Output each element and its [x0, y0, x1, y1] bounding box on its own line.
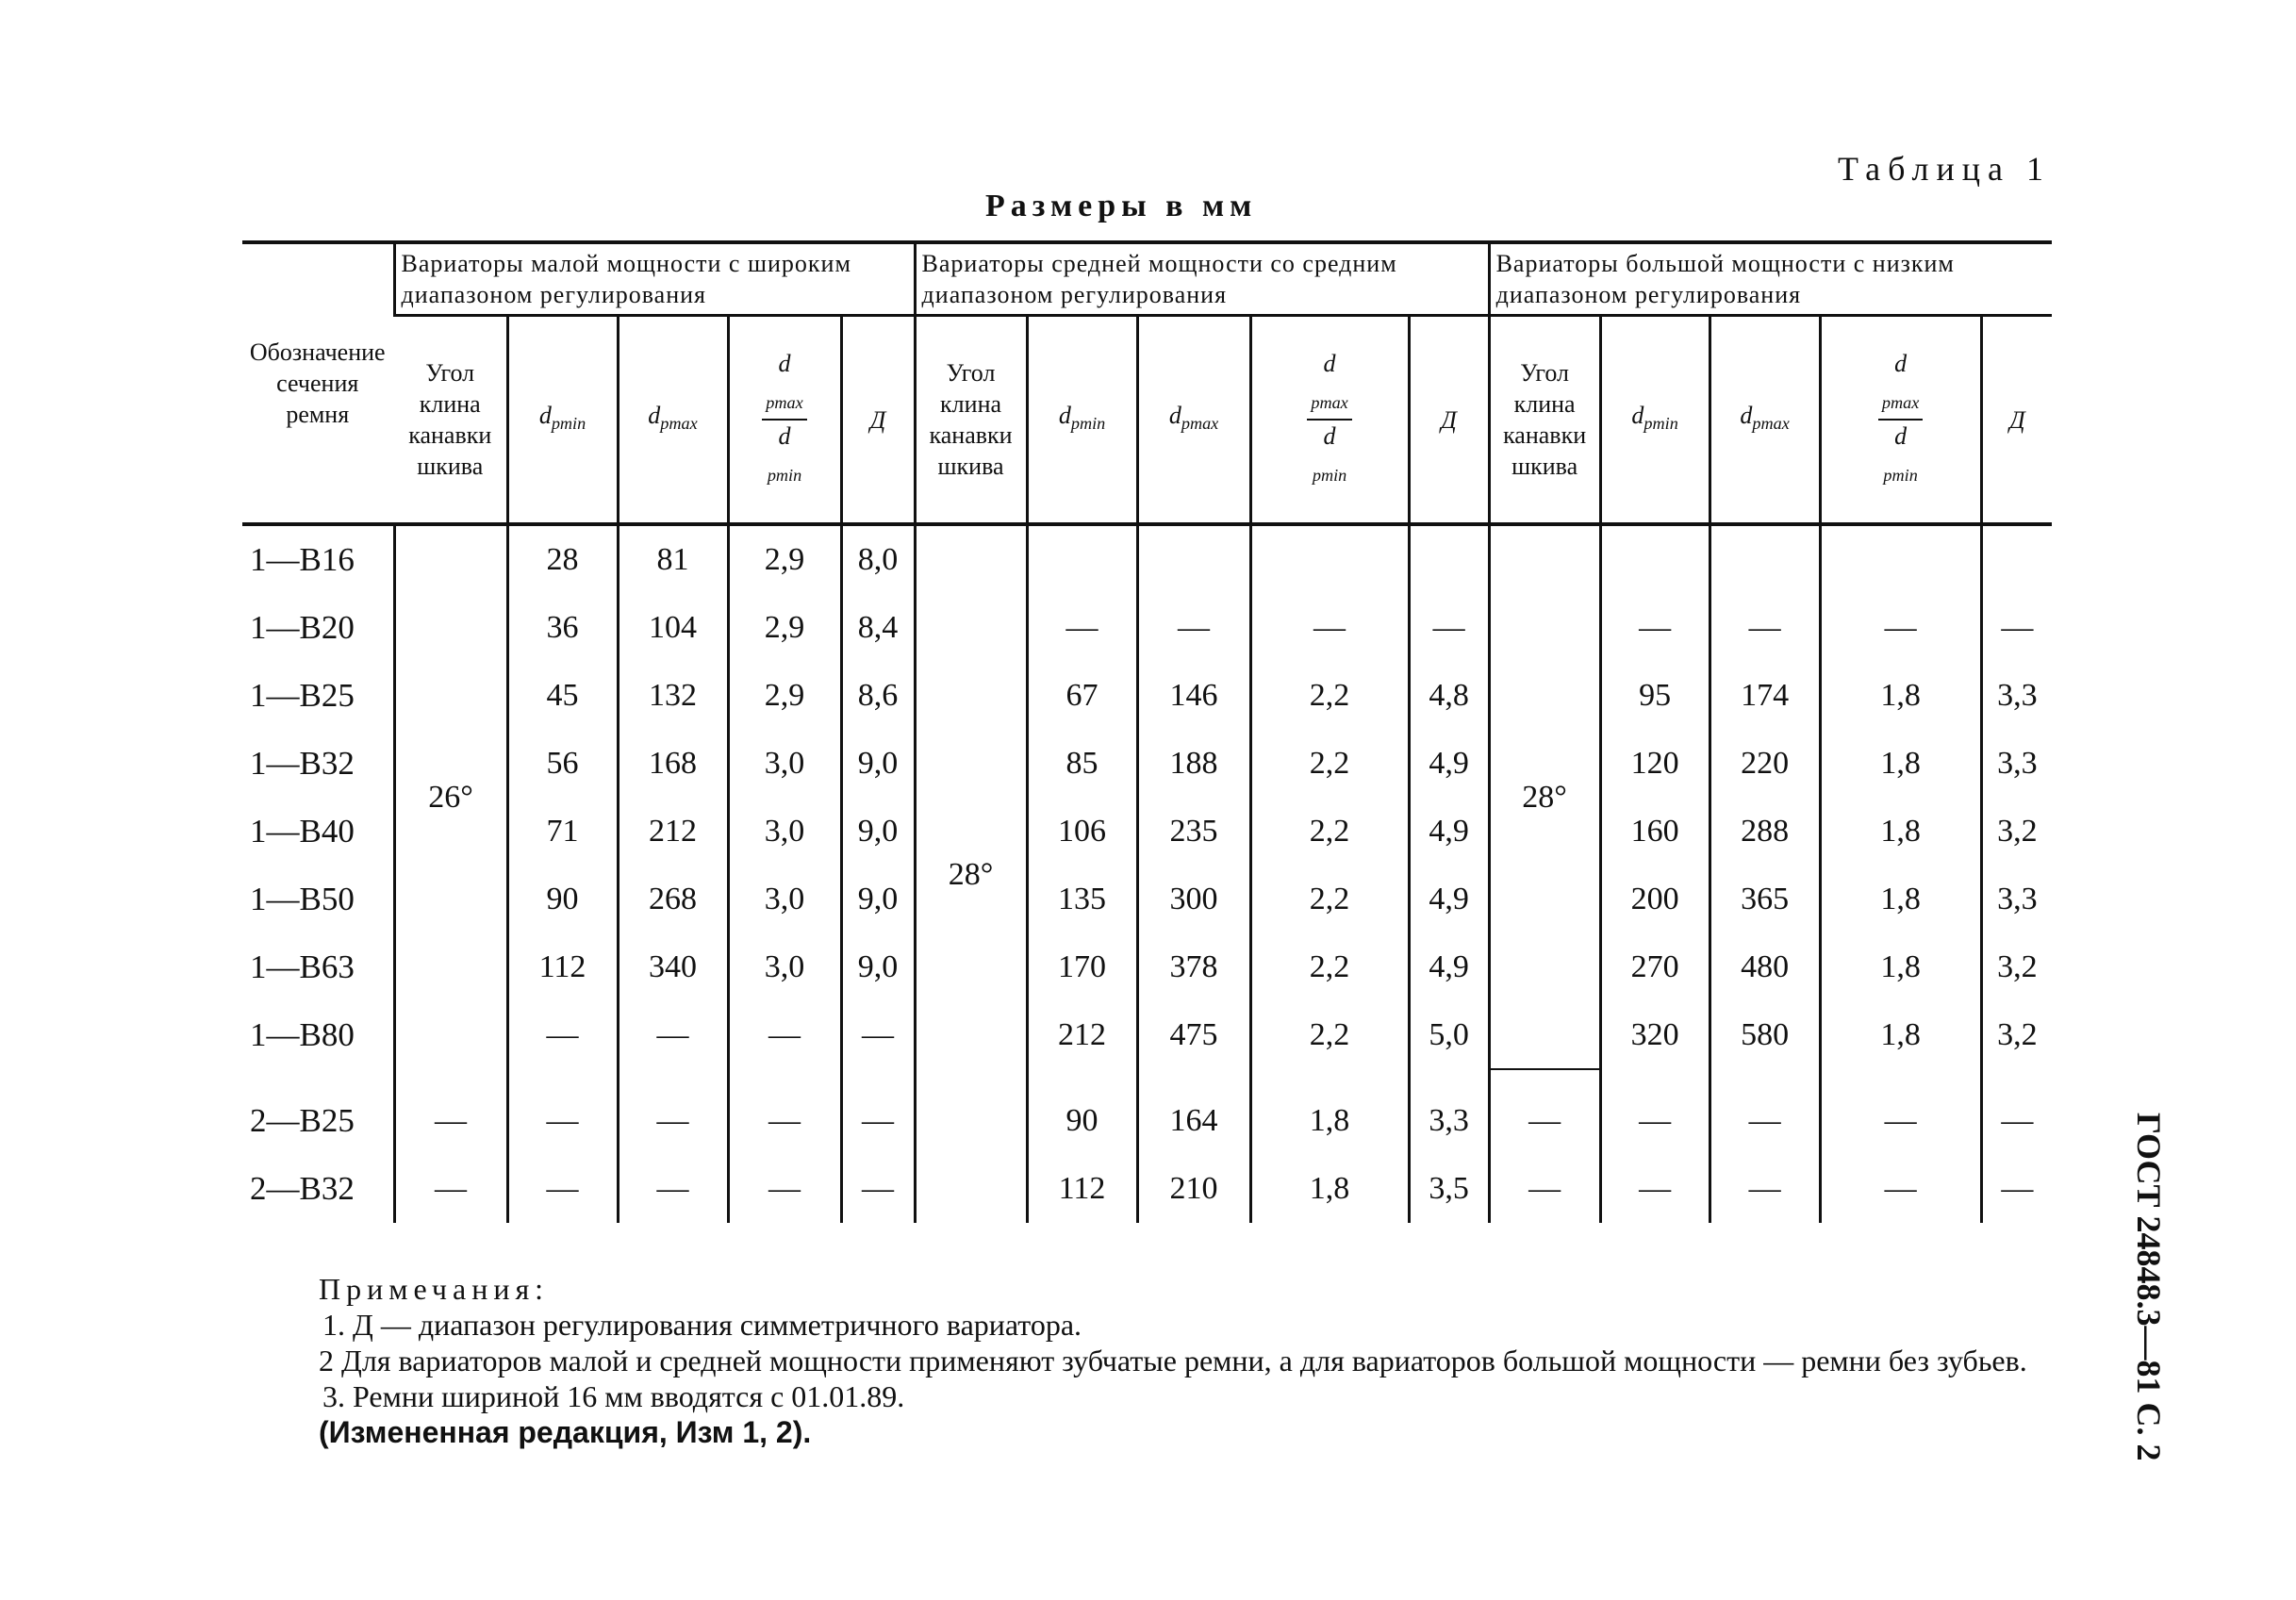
- dpmin-subscript: pmin: [551, 414, 586, 434]
- value-cell: —: [1600, 1155, 1710, 1223]
- table-row: [242, 933, 2052, 1001]
- value-cell: —: [841, 1069, 915, 1155]
- value-cell: —: [507, 1155, 618, 1223]
- value-cell: 160: [1600, 798, 1710, 866]
- value-cell: 3,0: [728, 933, 841, 1001]
- value-cell: 170: [1027, 933, 1137, 1001]
- value-cell: 8,6: [841, 662, 915, 730]
- value-cell: 8,4: [841, 594, 915, 662]
- value-cell: —: [1710, 1155, 1820, 1223]
- value-cell: 3,0: [728, 730, 841, 798]
- value-cell: 2,2: [1250, 662, 1409, 730]
- dpmin-symbol: d: [538, 401, 552, 429]
- angle-large-cell: —: [1489, 1069, 1600, 1155]
- value-cell: —: [1981, 594, 2052, 662]
- value-cell: 3,2: [1981, 798, 2052, 866]
- header-dpmax: [1137, 316, 1250, 525]
- value-cell: —: [728, 1069, 841, 1155]
- value-cell: 1,8: [1820, 798, 1981, 866]
- value-cell: 270: [1600, 933, 1710, 1001]
- section-cell: 2—B25: [250, 1101, 355, 1139]
- value-cell: 132: [618, 662, 728, 730]
- value-cell: 8,0: [841, 524, 915, 594]
- value-cell: 480: [1710, 933, 1820, 1001]
- value-cell: 3,3: [1981, 866, 2052, 933]
- table-number: Таблица 1: [1838, 150, 2051, 188]
- value-cell: 2,2: [1250, 730, 1409, 798]
- value-cell: 220: [1710, 730, 1820, 798]
- value-cell: [1137, 524, 1250, 594]
- dpmax-symbol: d: [648, 401, 661, 429]
- header-range: Д: [1981, 316, 2052, 525]
- value-cell: 90: [1027, 1069, 1137, 1155]
- value-cell: [1409, 524, 1489, 594]
- notes-title: Примечания:: [319, 1272, 550, 1306]
- ratio-denominator-sub: pmin: [1312, 466, 1347, 486]
- value-cell: —: [507, 1069, 618, 1155]
- value-cell: —: [618, 1155, 728, 1223]
- value-cell: —: [1981, 1069, 2052, 1155]
- header-ratio: [1250, 316, 1409, 525]
- value-cell: 2,9: [728, 524, 841, 594]
- value-cell: 210: [1137, 1155, 1250, 1223]
- value-cell: 9,0: [841, 933, 915, 1001]
- header-group-small: Вариаторы малой мощности с широким диапазоном регулирования: [394, 242, 915, 316]
- header-group-medium: Вариаторы средней мощности со средним диапазоном регулирования: [915, 242, 1489, 316]
- value-cell: 1,8: [1820, 866, 1981, 933]
- header-range: Д: [841, 316, 915, 525]
- value-cell: 120: [1600, 730, 1710, 798]
- value-cell: 212: [1027, 1001, 1137, 1069]
- value-cell: 300: [1137, 866, 1250, 933]
- dpmax-symbol: d: [1168, 401, 1181, 429]
- ratio-numerator: d: [1894, 349, 1908, 377]
- units-caption: Размеры в мм: [985, 189, 1258, 223]
- table-row: [242, 798, 2052, 866]
- note-2: 2 Для вариаторов малой и средней мощности применяют зубчатые ремни, а для вариаторов большой мощности — ремни без зубьев.: [319, 1344, 2027, 1377]
- value-cell: 9,0: [841, 730, 915, 798]
- value-cell: 1,8: [1820, 662, 1981, 730]
- value-cell: —: [1981, 1155, 2052, 1223]
- angle-small-cell: —: [394, 1155, 507, 1223]
- value-cell: —: [1820, 594, 1981, 662]
- ratio-numerator: d: [778, 349, 791, 377]
- note-1: 1. Д — диапазон регулирования симметричного вариатора.: [322, 1308, 1082, 1342]
- value-cell: 235: [1137, 798, 1250, 866]
- value-cell: 45: [507, 662, 618, 730]
- header-range: Д: [1409, 316, 1489, 525]
- dpmin-symbol: d: [1058, 401, 1071, 429]
- value-cell: 112: [507, 933, 618, 1001]
- value-cell: 174: [1710, 662, 1820, 730]
- header-angle: Угол клина канавки шкива: [1489, 316, 1600, 525]
- value-cell: 200: [1600, 866, 1710, 933]
- value-cell: 4,9: [1409, 933, 1489, 1001]
- value-cell: 3,5: [1409, 1155, 1489, 1223]
- table-row: [242, 730, 2052, 798]
- dpmax-subscript: pmax: [1752, 414, 1790, 434]
- value-cell: 4,9: [1409, 730, 1489, 798]
- ratio-numerator: d: [1323, 349, 1336, 377]
- value-cell: 3,3: [1409, 1069, 1489, 1155]
- section-cell: 1—B16: [250, 541, 355, 578]
- value-cell: 2,2: [1250, 933, 1409, 1001]
- value-cell: 3,3: [1981, 730, 2052, 798]
- value-cell: —: [841, 1001, 915, 1069]
- value-cell: 4,9: [1409, 866, 1489, 933]
- value-cell: —: [728, 1155, 841, 1223]
- value-cell: [1027, 524, 1137, 594]
- value-cell: 1,8: [1820, 730, 1981, 798]
- section-cell: 1—B63: [250, 948, 355, 985]
- header-dpmax: [618, 316, 728, 525]
- value-cell: 288: [1710, 798, 1820, 866]
- value-cell: [1250, 524, 1409, 594]
- value-cell: 5,0: [1409, 1001, 1489, 1069]
- value-cell: 164: [1137, 1069, 1250, 1155]
- value-cell: 2,9: [728, 594, 841, 662]
- value-cell: 112: [1027, 1155, 1137, 1223]
- value-cell: 2,9: [728, 662, 841, 730]
- value-cell: —: [1250, 594, 1409, 662]
- section-cell: 1—B25: [250, 677, 355, 714]
- value-cell: 3,2: [1981, 933, 2052, 1001]
- value-cell: —: [728, 1001, 841, 1069]
- dpmax-symbol: d: [1740, 401, 1753, 429]
- value-cell: 378: [1137, 933, 1250, 1001]
- belt-dimensions-table: [242, 240, 2052, 1223]
- value-cell: —: [841, 1155, 915, 1223]
- value-cell: 320: [1600, 1001, 1710, 1069]
- angle-large-cell: —: [1489, 1155, 1600, 1223]
- section-cell: 1—B20: [250, 609, 355, 646]
- header-ratio: [1820, 316, 1981, 525]
- ratio-numerator-sub: pmax: [1311, 393, 1348, 412]
- value-cell: 365: [1710, 866, 1820, 933]
- value-cell: 85: [1027, 730, 1137, 798]
- header-angle: Угол клина канавки шкива: [915, 316, 1027, 525]
- value-cell: 90: [507, 866, 618, 933]
- table-row: [242, 662, 2052, 730]
- value-cell: 9,0: [841, 798, 915, 866]
- value-cell: —: [1409, 594, 1489, 662]
- value-cell: 340: [618, 933, 728, 1001]
- value-cell: 1,8: [1820, 933, 1981, 1001]
- dpmin-subscript: pmin: [1070, 414, 1106, 434]
- section-cell: 2—B32: [250, 1170, 355, 1207]
- section-cell: 1—B50: [250, 881, 355, 917]
- value-cell: 28: [507, 524, 618, 594]
- value-cell: 9,0: [841, 866, 915, 933]
- value-cell: 1,8: [1250, 1155, 1409, 1223]
- value-cell: 67: [1027, 662, 1137, 730]
- value-cell: 4,9: [1409, 798, 1489, 866]
- value-cell: 3,2: [1981, 1001, 2052, 1069]
- value-cell: 56: [507, 730, 618, 798]
- value-cell: 104: [618, 594, 728, 662]
- value-cell: —: [1600, 1069, 1710, 1155]
- value-cell: 580: [1710, 1001, 1820, 1069]
- value-cell: —: [1137, 594, 1250, 662]
- header-dpmax: [1710, 316, 1820, 525]
- notes: [255, 1271, 2065, 1450]
- value-cell: 268: [618, 866, 728, 933]
- ratio-denominator: d: [1323, 422, 1336, 450]
- angle-large-cell: 28°: [1489, 524, 1600, 1069]
- value-cell: [1820, 524, 1981, 594]
- table-row: [242, 594, 2052, 662]
- value-cell: 3,0: [728, 866, 841, 933]
- value-cell: —: [1710, 1069, 1820, 1155]
- value-cell: [1981, 524, 2052, 594]
- value-cell: 36: [507, 594, 618, 662]
- value-cell: 188: [1137, 730, 1250, 798]
- header-ratio: [728, 316, 841, 525]
- ratio-numerator-sub: pmax: [766, 393, 803, 412]
- angle-medium-cell: 28°: [915, 524, 1027, 1223]
- section-cell: 1—B32: [250, 745, 355, 782]
- section-cell: 1—B80: [250, 1016, 355, 1053]
- value-cell: 146: [1137, 662, 1250, 730]
- value-cell: 71: [507, 798, 618, 866]
- header-section: Обозначение сечения ремня: [242, 242, 394, 524]
- header-dpmin: [1027, 316, 1137, 525]
- dpmin-symbol: d: [1631, 401, 1644, 429]
- value-cell: [1600, 524, 1710, 594]
- value-cell: 2,2: [1250, 1001, 1409, 1069]
- table-row: [242, 1155, 2052, 1223]
- value-cell: —: [507, 1001, 618, 1069]
- value-cell: 475: [1137, 1001, 1250, 1069]
- dpmax-subscript: pmax: [660, 414, 698, 434]
- value-cell: —: [1820, 1155, 1981, 1223]
- value-cell: 1,8: [1250, 1069, 1409, 1155]
- value-cell: 3,0: [728, 798, 841, 866]
- ratio-denominator-sub: pmin: [767, 466, 802, 486]
- header-dpmin: [1600, 316, 1710, 525]
- header-group-large: Вариаторы большой мощности с низким диапазоном регулирования: [1489, 242, 2052, 316]
- value-cell: [1710, 524, 1820, 594]
- angle-small-cell: 26°: [394, 524, 507, 1069]
- value-cell: 1,8: [1820, 1001, 1981, 1069]
- header-angle: Угол клина канавки шкива: [394, 316, 507, 525]
- value-cell: —: [1820, 1069, 1981, 1155]
- header-dpmin: [507, 316, 618, 525]
- dpmax-subscript: pmax: [1181, 414, 1219, 434]
- value-cell: 4,8: [1409, 662, 1489, 730]
- angle-small-cell: —: [394, 1069, 507, 1155]
- ratio-numerator-sub: pmax: [1881, 393, 1920, 412]
- value-cell: 168: [618, 730, 728, 798]
- value-cell: 2,2: [1250, 798, 1409, 866]
- page-side-label: ГОСТ 24848.3—81 С. 2: [2130, 1113, 2168, 1461]
- ratio-denominator-sub: pmin: [1883, 466, 1918, 486]
- value-cell: —: [1600, 594, 1710, 662]
- table-row: [242, 524, 2052, 594]
- dpmin-subscript: pmin: [1644, 414, 1678, 434]
- ratio-denominator: d: [778, 422, 791, 450]
- value-cell: 2,2: [1250, 866, 1409, 933]
- note-3: 3. Ремни шириной 16 мм вводятся с 01.01.89.: [322, 1379, 905, 1413]
- value-cell: —: [618, 1069, 728, 1155]
- ratio-denominator: d: [1894, 422, 1908, 450]
- value-cell: 95: [1600, 662, 1710, 730]
- value-cell: 81: [618, 524, 728, 594]
- value-cell: 3,3: [1981, 662, 2052, 730]
- value-cell: —: [1027, 594, 1137, 662]
- amendment-note: (Измененная редакция, Изм 1, 2).: [319, 1415, 812, 1449]
- value-cell: 106: [1027, 798, 1137, 866]
- table-row: [242, 866, 2052, 933]
- table-row: [242, 1069, 2052, 1155]
- value-cell: 212: [618, 798, 728, 866]
- value-cell: 135: [1027, 866, 1137, 933]
- value-cell: —: [618, 1001, 728, 1069]
- section-cell: 1—B40: [250, 813, 355, 849]
- table-row: [242, 1001, 2052, 1069]
- value-cell: —: [1710, 594, 1820, 662]
